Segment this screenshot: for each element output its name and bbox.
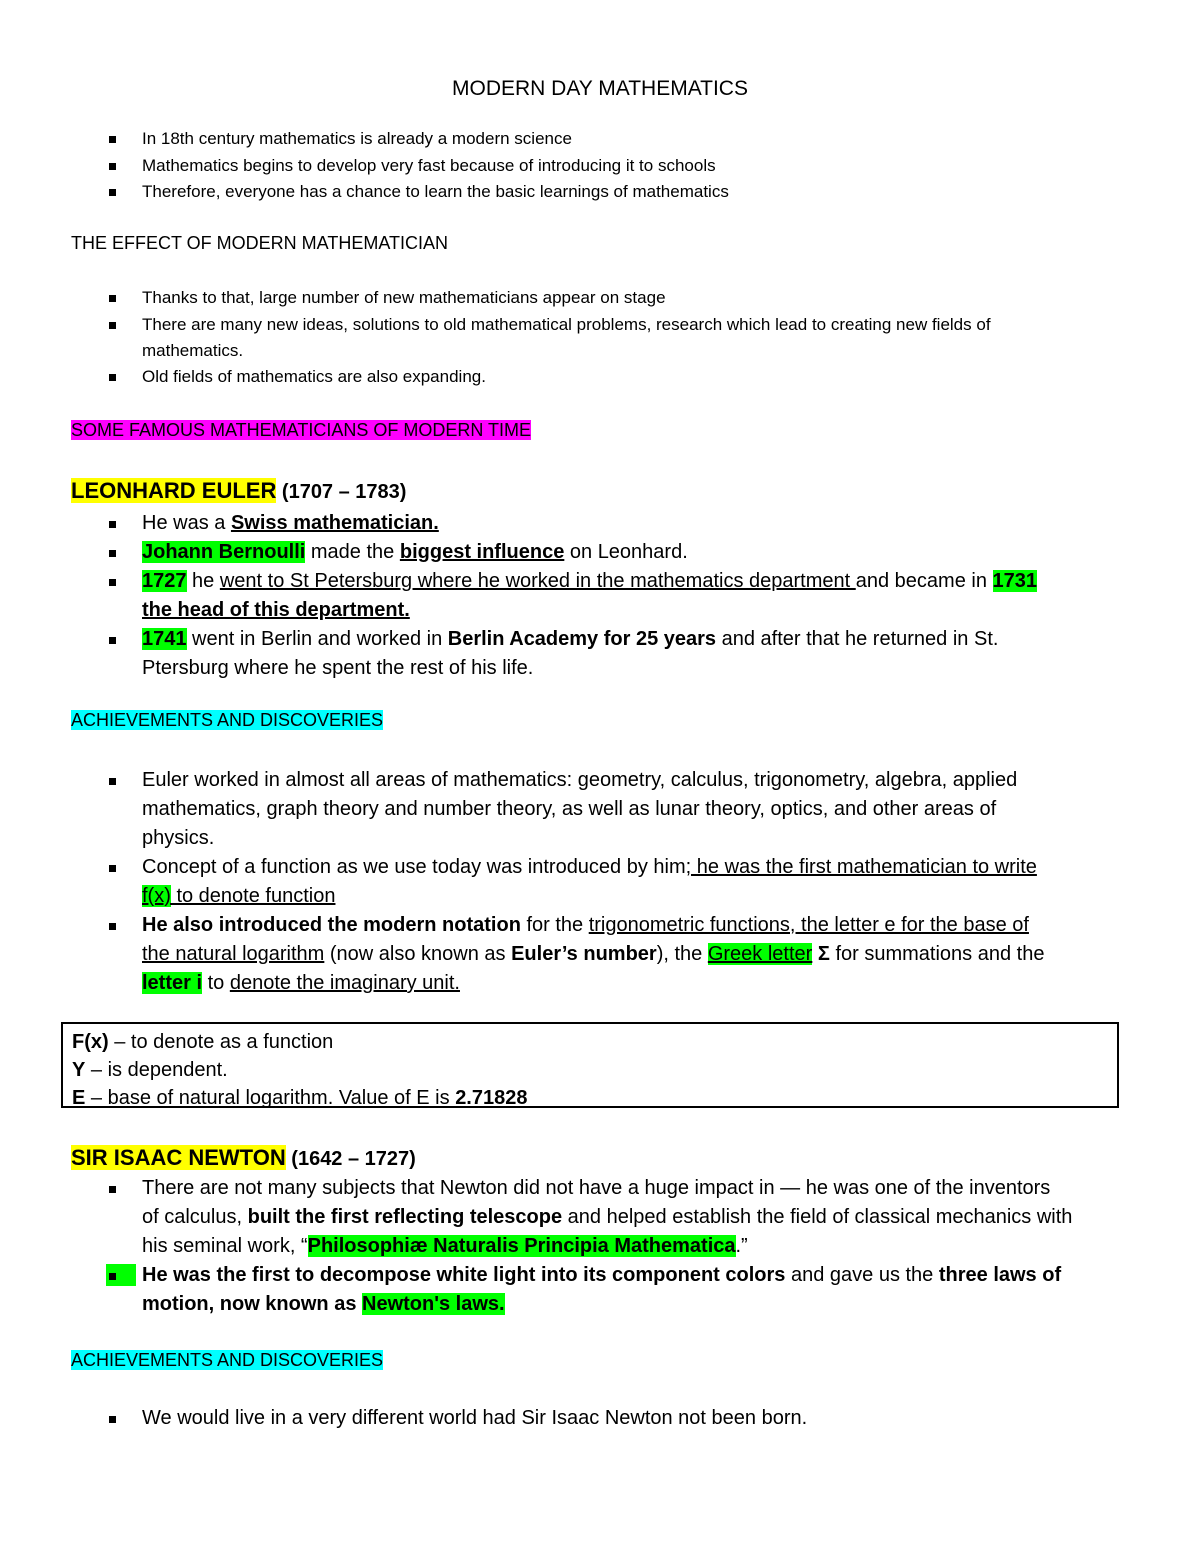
list-item	[109, 1261, 1072, 1290]
text: and helped establish the field of classical mechanics with	[562, 1206, 1073, 1228]
list-item-continuation: mathematics.	[142, 341, 244, 360]
text: ; he was the first mathematician to write	[685, 856, 1037, 878]
text: went in Berlin and worked in	[186, 628, 448, 650]
list-item	[109, 625, 1037, 654]
text: Euler’s number	[511, 943, 657, 965]
list-item: In 18th century mathematics is already a modern science	[109, 126, 729, 153]
list-item-continuation	[109, 1232, 1072, 1261]
text: – is dependent.	[85, 1059, 228, 1081]
text: the head of this department.	[142, 599, 410, 621]
highlight: Greek letter	[707, 943, 813, 965]
text: on Leonhard.	[564, 541, 688, 563]
euler-name: LEONHARD EULER	[71, 478, 277, 503]
text: of calculus,	[142, 1206, 248, 1228]
text: made the	[305, 541, 400, 563]
text: – to denote as a function	[108, 1031, 334, 1053]
text: for the	[520, 914, 589, 936]
achievements-heading-text: ACHIEVEMENTS AND DISCOVERIES	[71, 710, 384, 730]
text: his seminal work, “	[142, 1235, 308, 1257]
famous-heading-text: SOME FAMOUS MATHEMATICIANS OF MODERN TIME	[71, 420, 532, 440]
text: – base of natural logarithm. Value of E is	[85, 1087, 456, 1109]
definition-box	[61, 1022, 1119, 1108]
highlight: letter i	[142, 972, 203, 994]
list-item-continuation	[109, 940, 1044, 969]
list-item	[109, 567, 1037, 596]
text: Swiss mathematician.	[230, 512, 439, 534]
text: .”	[735, 1235, 748, 1257]
newton-name: SIR ISAAC NEWTON	[71, 1145, 286, 1170]
list-item-continuation: physics.	[142, 827, 215, 849]
achievements-heading-text: ACHIEVEMENTS AND DISCOVERIES	[71, 1350, 384, 1370]
famous-heading	[71, 420, 531, 441]
effect-list	[109, 285, 991, 338]
text: F(x)	[72, 1031, 109, 1053]
list-item: Euler worked in almost all areas of mathematics: geometry, calculus, trigonometry, algebra, applied	[109, 766, 1044, 795]
text: 2.71828	[455, 1087, 528, 1109]
list-item-continuation	[109, 969, 1044, 998]
highlight: 1731	[992, 570, 1038, 592]
euler-achievements-heading	[71, 710, 383, 731]
page-title: MODERN DAY MATHEMATICS	[452, 77, 748, 100]
list-item: We would live in a very different world had Sir Isaac Newton not been born.	[109, 1404, 807, 1433]
box-line	[72, 1056, 1117, 1084]
text: Concept of a function as we use today was introduced by him	[142, 856, 686, 878]
list-item-continuation	[109, 882, 1044, 911]
list-item-continuation	[109, 1290, 1072, 1319]
list-item: There are many new ideas, solutions to old mathematical problems, research which lead to creating new fields of	[109, 312, 991, 339]
list-item	[109, 853, 1044, 882]
text: He was the first to decompose white light into its component colors	[142, 1264, 786, 1286]
box-line	[72, 1028, 1117, 1056]
highlight: f(x)	[142, 885, 171, 907]
list-item: Old fields of mathematics are also expanding.	[109, 364, 486, 391]
text: Σ	[812, 943, 830, 965]
list-item	[109, 538, 1037, 567]
euler-heading	[71, 478, 406, 504]
text: ), the	[656, 943, 708, 965]
highlight: Newton's laws.	[362, 1293, 505, 1315]
highlight: 1727	[142, 570, 187, 592]
effect-heading: THE EFFECT OF MODERN MATHEMATICIAN	[71, 233, 448, 253]
text: He was a	[142, 512, 231, 534]
text: three laws of	[938, 1264, 1062, 1286]
text: He also introduced the modern notation	[142, 914, 521, 936]
text: he	[186, 570, 220, 592]
highlight: Johann Bernoulli	[142, 541, 306, 563]
list-item	[109, 509, 1037, 538]
text: Berlin Academy for 25 years	[447, 628, 717, 650]
newton-heading	[71, 1145, 416, 1171]
text: for summations and the	[829, 943, 1045, 965]
list-item	[109, 911, 1044, 940]
text: motion, now known as	[142, 1293, 362, 1315]
list-item: There are not many subjects that Newton did not have a huge impact in — he was one of the inventors	[109, 1174, 1072, 1203]
text: denote the imaginary unit.	[229, 972, 460, 994]
text: went to St Petersburg where he worked in the mathematics department	[219, 570, 856, 592]
list-item-continuation: mathematics, graph theory and number theory, as well as lunar theory, optics, and other areas of	[142, 798, 997, 820]
text: biggest influence	[399, 541, 565, 563]
list-item-continuation	[109, 654, 1037, 683]
text: Ptersburg where he spent the rest of his life.	[142, 657, 534, 679]
newton-achievements-heading	[71, 1350, 383, 1371]
text: and after that he returned in St.	[716, 628, 999, 650]
text: E	[72, 1087, 86, 1109]
text: trigonometric functions, the letter e for the base of	[588, 914, 1029, 936]
text: (now also known as	[324, 943, 512, 965]
newton-dates: (1642 – 1727)	[291, 1148, 416, 1170]
list-item-continuation	[109, 1203, 1072, 1232]
text: built the first reflecting telescope	[247, 1206, 563, 1228]
list-item: Thanks to that, large number of new mathematicians appear on stage	[109, 285, 991, 312]
text: and became in	[855, 570, 993, 592]
text: and gave us the	[785, 1264, 939, 1286]
intro-list	[109, 126, 729, 206]
text: the natural logarithm	[142, 943, 325, 965]
text: to denote function	[170, 885, 336, 907]
euler-achievements-list	[109, 766, 1044, 998]
box-line	[72, 1084, 1117, 1112]
highlight: Philosophiæ Naturalis Principia Mathematica	[307, 1235, 736, 1257]
list-item: Mathematics begins to develop very fast because of introducing it to schools	[109, 153, 729, 180]
text: Y	[72, 1059, 86, 1081]
list-item-continuation	[109, 596, 1037, 625]
newton-list	[109, 1174, 1072, 1319]
text: to	[202, 972, 230, 994]
euler-list	[109, 509, 1037, 683]
list-item: Therefore, everyone has a chance to learn the basic learnings of mathematics	[109, 179, 729, 206]
effect-list-2	[109, 364, 486, 391]
newton-achievements-list	[109, 1404, 807, 1433]
euler-dates: (1707 – 1783)	[281, 481, 407, 503]
highlight: 1741	[142, 628, 187, 650]
